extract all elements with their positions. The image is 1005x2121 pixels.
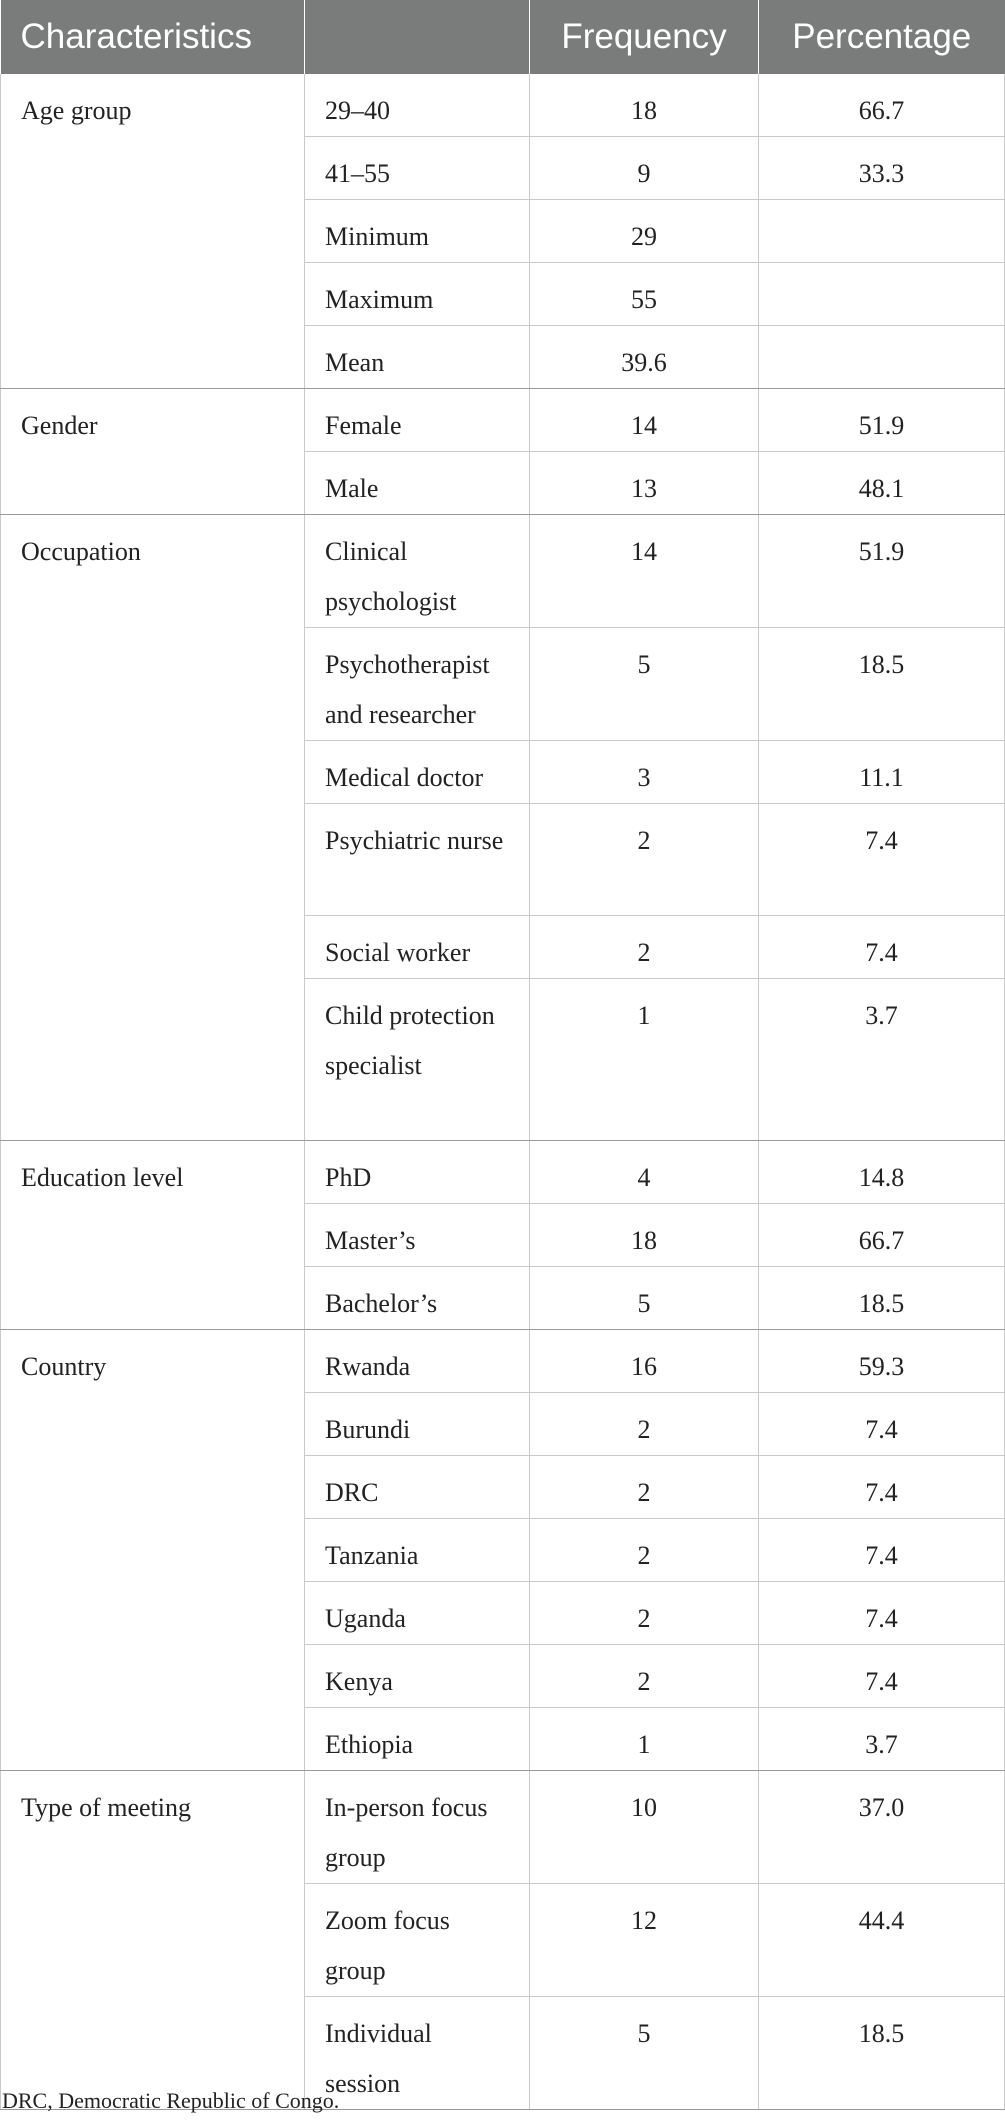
category-cell: Psychiatric nurse: [305, 804, 530, 916]
percentage-cell: 7.4: [759, 1519, 1005, 1582]
category-cell: Female: [305, 389, 530, 452]
table-row: [1, 74, 1005, 137]
frequency-cell: 39.6: [530, 326, 759, 389]
header-category: [305, 0, 530, 74]
table-row: [1, 1771, 1005, 1884]
percentage-cell: 18.5: [759, 1997, 1005, 2110]
category-cell: Medical doctor: [305, 741, 530, 804]
category-cell: Male: [305, 452, 530, 515]
category-cell: Minimum: [305, 200, 530, 263]
table-row: [1, 1330, 1005, 1393]
frequency-cell: 18: [530, 1204, 759, 1267]
frequency-cell: 4: [530, 1141, 759, 1204]
frequency-cell: 3: [530, 741, 759, 804]
frequency-cell: 2: [530, 804, 759, 916]
percentage-cell: 18.5: [759, 1267, 1005, 1330]
percentage-cell: [759, 263, 1005, 326]
percentage-cell: 7.4: [759, 1456, 1005, 1519]
frequency-cell: 5: [530, 1267, 759, 1330]
category-cell: Bachelor’s: [305, 1267, 530, 1330]
percentage-cell: 66.7: [759, 74, 1005, 137]
category-cell: Child protection specialist: [305, 979, 530, 1141]
frequency-cell: 13: [530, 452, 759, 515]
percentage-cell: 48.1: [759, 452, 1005, 515]
header-percentage: Percentage: [759, 0, 1005, 74]
percentage-cell: 51.9: [759, 515, 1005, 628]
frequency-cell: 5: [530, 628, 759, 741]
category-cell: Uganda: [305, 1582, 530, 1645]
category-cell: DRC: [305, 1456, 530, 1519]
frequency-cell: 2: [530, 1456, 759, 1519]
table-row: [1, 1141, 1005, 1204]
percentage-cell: 3.7: [759, 1708, 1005, 1771]
category-cell: Maximum: [305, 263, 530, 326]
category-cell: 29–40: [305, 74, 530, 137]
percentage-cell: 11.1: [759, 741, 1005, 804]
percentage-cell: 51.9: [759, 389, 1005, 452]
percentage-cell: [759, 326, 1005, 389]
frequency-cell: 29: [530, 200, 759, 263]
frequency-cell: 2: [530, 1645, 759, 1708]
table-footnote: DRC, Democratic Republic of Congo.: [2, 2088, 340, 2113]
frequency-cell: 14: [530, 515, 759, 628]
group-label-country: Country: [1, 1330, 305, 1771]
category-cell: Master’s: [305, 1204, 530, 1267]
group-label-occupation: Occupation: [1, 515, 305, 1141]
frequency-cell: 2: [530, 1393, 759, 1456]
percentage-cell: 7.4: [759, 1393, 1005, 1456]
frequency-cell: 55: [530, 263, 759, 326]
percentage-cell: 18.5: [759, 628, 1005, 741]
category-cell: Individual session: [305, 1997, 530, 2110]
header-frequency: Frequency: [530, 0, 759, 74]
percentage-cell: 7.4: [759, 1582, 1005, 1645]
percentage-cell: [759, 200, 1005, 263]
frequency-cell: 2: [530, 1582, 759, 1645]
group-label-meeting: Type of meeting: [1, 1771, 305, 2110]
category-cell: Psychotherapist and researcher: [305, 628, 530, 741]
category-cell: Social worker: [305, 916, 530, 979]
percentage-cell: 7.4: [759, 804, 1005, 916]
frequency-cell: 1: [530, 979, 759, 1141]
category-cell: Kenya: [305, 1645, 530, 1708]
percentage-cell: 44.4: [759, 1884, 1005, 1997]
percentage-cell: 7.4: [759, 1645, 1005, 1708]
frequency-cell: 14: [530, 389, 759, 452]
percentage-cell: 3.7: [759, 979, 1005, 1141]
category-cell: Tanzania: [305, 1519, 530, 1582]
group-label-gender: Gender: [1, 389, 305, 515]
category-cell: Mean: [305, 326, 530, 389]
category-cell: Burundi: [305, 1393, 530, 1456]
category-cell: PhD: [305, 1141, 530, 1204]
frequency-cell: 16: [530, 1330, 759, 1393]
category-cell: 41–55: [305, 137, 530, 200]
category-cell: Ethiopia: [305, 1708, 530, 1771]
table-row: [1, 389, 1005, 452]
percentage-cell: 14.8: [759, 1141, 1005, 1204]
frequency-cell: 2: [530, 916, 759, 979]
percentage-cell: 7.4: [759, 916, 1005, 979]
percentage-cell: 33.3: [759, 137, 1005, 200]
category-cell: Clinical psychologist: [305, 515, 530, 628]
category-cell: In-person focus group: [305, 1771, 530, 1884]
percentage-cell: 66.7: [759, 1204, 1005, 1267]
frequency-cell: 18: [530, 74, 759, 137]
category-cell: Rwanda: [305, 1330, 530, 1393]
percentage-cell: 37.0: [759, 1771, 1005, 1884]
frequency-cell: 1: [530, 1708, 759, 1771]
frequency-cell: 9: [530, 137, 759, 200]
table-header-row: [1, 0, 1005, 74]
frequency-cell: 12: [530, 1884, 759, 1997]
header-characteristics: Characteristics: [1, 0, 305, 74]
group-label-age: Age group: [1, 74, 305, 389]
group-label-education: Education level: [1, 1141, 305, 1330]
category-cell: Zoom focus group: [305, 1884, 530, 1997]
frequency-cell: 5: [530, 1997, 759, 2110]
percentage-cell: 59.3: [759, 1330, 1005, 1393]
frequency-cell: 10: [530, 1771, 759, 1884]
frequency-cell: 2: [530, 1519, 759, 1582]
table-row: [1, 515, 1005, 628]
